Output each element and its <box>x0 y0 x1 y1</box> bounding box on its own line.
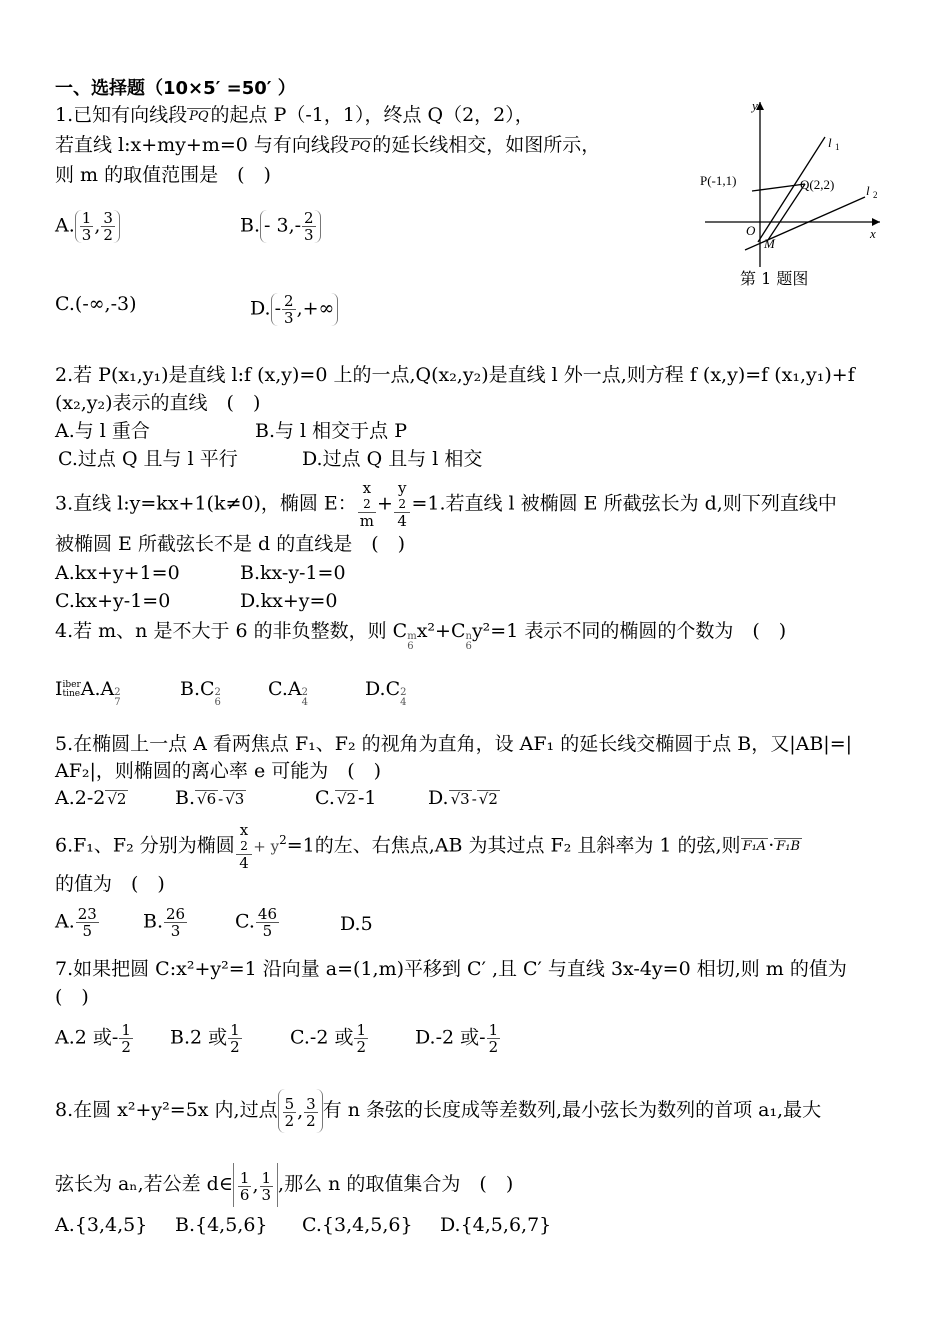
q3-line2: 被椭圆 E 所截弦长不是 d 的直线是 ( ) <box>55 533 406 555</box>
q4-option-d-label: D.C <box>365 678 401 700</box>
q6-option-b-label: B. <box>143 910 164 933</box>
den: 3 <box>304 226 314 244</box>
frac <box>282 293 296 326</box>
section-title: 一、选择题（10×5′ =50′ ） <box>55 78 296 99</box>
q4-option-a[interactable] <box>55 678 121 708</box>
line-l2 <box>745 197 865 250</box>
num: 1 <box>488 1021 499 1039</box>
num <box>236 822 252 855</box>
q1-text-d: 的延长线相交，如图所示， <box>372 134 601 156</box>
q5-option-c[interactable] <box>315 787 377 809</box>
num: 3 <box>306 1094 316 1113</box>
comma: , <box>297 1100 304 1122</box>
s4: 4 <box>400 697 407 708</box>
frac <box>487 1022 501 1055</box>
q4-option-a-label: A.A <box>80 678 115 700</box>
point-paren <box>278 1089 323 1133</box>
den: 2 <box>230 1038 240 1056</box>
q5-option-b[interactable] <box>175 787 246 810</box>
q4-text-a: 4.若 m、n 是不大于 6 的非负整数，则 C <box>55 620 408 642</box>
q6-line1 <box>55 820 802 871</box>
q5-option-d-label: D. <box>428 787 449 809</box>
q7-option-c[interactable] <box>290 1022 369 1055</box>
label-l2-sub: 2 <box>873 190 878 200</box>
num: 1 <box>261 1168 272 1187</box>
label-q: Q(2,2) <box>800 177 835 192</box>
den: m <box>359 512 375 530</box>
sub-2-4b <box>400 688 406 708</box>
frac <box>302 210 316 243</box>
sqrt-6: √ 6 <box>195 790 218 807</box>
sub-2-7 <box>114 688 120 708</box>
q5-option-d[interactable] <box>428 787 500 810</box>
label-o: O <box>746 223 756 238</box>
q5-option-b-label: B. <box>175 787 196 809</box>
q2-option-a[interactable]: A.与 l 重合 <box>55 420 150 442</box>
frac <box>76 906 99 939</box>
q5-line1: 5.在椭圆上一点 A 看两焦点 F₁、F₂ 的视角为直角，设 AF₁ 的延长线交椭圆于点 B，又|AB|=| <box>55 733 853 755</box>
sq: 2 <box>279 833 287 847</box>
sub-6: 6 <box>407 641 414 652</box>
q8-line2 <box>55 1162 513 1207</box>
neg: - <box>274 297 282 320</box>
den: 5 <box>262 922 273 940</box>
frac <box>80 210 94 243</box>
s7: 7 <box>114 697 121 708</box>
q8-text-c: 弦长为 aₙ,若公差 d∈ <box>55 1173 233 1195</box>
q4-option-b-label: B.C <box>180 678 215 700</box>
den: 2 <box>488 1038 499 1056</box>
frac <box>304 1096 318 1129</box>
q3-line1 <box>55 480 837 529</box>
num: 1 <box>356 1021 366 1039</box>
q1-option-b-label: B. <box>240 214 261 237</box>
q5-option-a-label: A.2-2 <box>55 787 106 809</box>
num: 1 <box>121 1021 131 1039</box>
sqrt-2: √ 2 <box>477 790 500 807</box>
sub-6b: 6 <box>465 641 472 652</box>
plus-inf: ,+∞ <box>296 297 335 320</box>
y: y <box>397 479 407 497</box>
den: 6 <box>239 1185 250 1204</box>
s6: 6 <box>214 697 221 708</box>
q1-line3: 则 m 的取值范围是 ( ) <box>55 164 271 186</box>
q1-option-c[interactable]: C.(-∞,-3) <box>55 293 137 315</box>
frac <box>354 1022 368 1055</box>
q4-option-d[interactable] <box>365 678 407 708</box>
q2-line1: 2.若 P(x₁,y₁)是直线 l:f (x,y)=0 上的一点,Q(x₂,y₂)是直线 l 外一点,则方程 f (x,y)=f (x₁,y₁)+f <box>55 364 855 386</box>
q8-line1 <box>55 1088 821 1133</box>
sub-2-6 <box>215 688 221 708</box>
q3-option-a[interactable]: A.kx+y+1=0 <box>55 562 180 584</box>
q4-option-c[interactable] <box>268 678 308 708</box>
q7-option-a[interactable] <box>55 1022 134 1055</box>
num: 2 <box>304 209 314 227</box>
q2-option-b[interactable]: B.与 l 相交于点 P <box>255 420 407 442</box>
s4: 4 <box>301 697 308 708</box>
q6-option-a[interactable] <box>55 906 100 939</box>
q6-option-c[interactable] <box>235 906 280 939</box>
frac-y24 <box>394 480 410 529</box>
den: 3 <box>170 922 181 940</box>
x: x <box>239 820 249 839</box>
num: 1 <box>81 209 92 227</box>
q4-text-c: y²=1 表示不同的椭圆的个数为 ( ) <box>471 620 787 642</box>
num: 46 <box>257 905 277 923</box>
q7-option-b-label: B.2 或 <box>170 1026 228 1049</box>
minus-one: -1 <box>358 787 377 809</box>
q1-option-a-label: A. <box>55 214 75 237</box>
q6-option-b[interactable] <box>143 906 188 939</box>
num <box>394 480 410 513</box>
q5-option-c-label: C. <box>315 787 335 809</box>
den: 4 <box>239 853 249 872</box>
den: 2 <box>306 1111 316 1130</box>
q8-text-a: 8.在圆 x²+y²=5x 内,过点 <box>55 1099 278 1121</box>
q2-option-c[interactable]: C.过点 Q 且与 l 平行 <box>58 448 238 470</box>
lead-small: iber <box>62 680 81 690</box>
q6-line2: 的值为 ( ) <box>55 873 165 895</box>
den: 3 <box>81 226 92 244</box>
q3-option-b[interactable]: B.kx-y-1=0 <box>240 562 346 584</box>
q7-option-d[interactable] <box>415 1022 501 1055</box>
den: 5 <box>82 922 93 940</box>
s2: 2 <box>214 687 221 698</box>
q4-lead: I <box>55 678 63 700</box>
q7-line2: ( ) <box>55 986 89 1008</box>
q6-option-d[interactable]: D.5 <box>340 913 373 935</box>
q8-text-d: ,那么 n 的取值集合为 ( ) <box>278 1173 514 1195</box>
num: 1 <box>239 1168 250 1187</box>
frac <box>256 906 279 939</box>
q8-text-b: 有 n 条弦的长度成等差数列,最小弦长为数列的首项 a₁,最大 <box>322 1099 822 1121</box>
lead-small-2: tine <box>62 689 81 699</box>
sub-n: n <box>465 631 472 642</box>
q8-option-b[interactable]: B.{4,5,6} <box>175 1214 268 1236</box>
sqrt-2: √ 2 <box>105 790 128 807</box>
comma: , <box>252 1174 259 1196</box>
q4-lead-small <box>63 681 81 699</box>
frac <box>101 210 115 243</box>
s2: 2 <box>301 687 308 698</box>
q7-line1: 7.如果把圆 C:x²+y²=1 沿向量 a=(1,m)平移到 C′ ,且 C′ 与直线 3x-4y=0 相切,则 m 的值为 <box>55 958 847 980</box>
interval-d <box>271 293 339 326</box>
den: 3 <box>284 309 294 327</box>
q4-text-b: x²+C <box>416 620 466 642</box>
plus-y: + y <box>253 837 280 856</box>
label-y: y <box>752 98 758 113</box>
den: 2 <box>284 1111 295 1130</box>
sq: 2 <box>363 497 371 511</box>
q1-text-b: 的起点 P（-1，1），终点 Q（2，2）， <box>210 104 534 126</box>
neg3: - 3,- <box>264 214 302 237</box>
minus: - <box>471 790 477 808</box>
q6-text-b: =1的左、右焦点,AB 为其过点 F₂ 且斜率为 1 的弦,则 <box>286 834 741 857</box>
q7-option-c-label: C.-2 或 <box>290 1026 354 1049</box>
q4-option-b[interactable] <box>180 678 221 708</box>
interval-d <box>233 1163 278 1207</box>
q6-text-a: 6.F₁、F₂ 分别为椭圆 <box>55 834 235 857</box>
q6-option-c-label: C. <box>235 910 255 933</box>
num: 3 <box>103 209 113 227</box>
q1-text-a: 1.已知有向线段 <box>55 104 188 126</box>
label-x: x <box>870 226 876 241</box>
x-arrow <box>872 218 880 226</box>
den: 3 <box>261 1185 272 1204</box>
q2-option-d[interactable]: D.过点 Q 且与 l 相交 <box>302 448 483 470</box>
q1-text-c: 若直线 l:x+my+m=0 与有向线段 <box>55 134 349 156</box>
label-p: P(-1,1) <box>700 173 737 188</box>
plus: + <box>377 492 393 515</box>
sqrt-3: √ 3 <box>449 790 472 807</box>
interval-a <box>75 210 120 243</box>
frac-x24 <box>236 822 252 871</box>
den: 2 <box>121 1038 131 1056</box>
q3-option-c[interactable]: C.kx+y-1=0 <box>55 590 171 612</box>
q1-line1 <box>55 104 534 126</box>
q4-line1 <box>55 620 786 652</box>
vector-pq: PQ <box>189 109 209 124</box>
sq: 2 <box>398 497 407 511</box>
q1-option-a[interactable] <box>55 210 120 243</box>
sub-m: m <box>407 631 417 642</box>
den: 2 <box>103 226 113 244</box>
dot: · <box>768 834 775 857</box>
s2: 2 <box>114 687 121 698</box>
q3-text-b: =1.若直线 l 被椭圆 E 所截弦长为 d,则下列直线中 <box>411 492 837 515</box>
num: 1 <box>230 1021 240 1039</box>
label-l1: l <box>828 135 832 150</box>
frac <box>283 1096 297 1129</box>
sqrt-3: √ 3 <box>223 790 246 807</box>
vector-pq-2: PQ <box>350 139 371 154</box>
q5-line2: AF₂|，则椭圆的离心率 e 可能为 ( ) <box>55 760 382 782</box>
sub-2-4 <box>302 688 308 708</box>
q4-option-c-label: C.A <box>268 678 302 700</box>
den: 2 <box>356 1038 366 1056</box>
frac <box>260 1170 274 1203</box>
num <box>358 480 376 513</box>
q5-option-a[interactable] <box>55 787 128 809</box>
q1-figure <box>690 92 890 292</box>
q1-option-b[interactable] <box>240 210 321 243</box>
interval-b <box>260 210 321 243</box>
vector-f1a: F₁A <box>742 839 767 855</box>
s2: 2 <box>400 687 407 698</box>
num: 23 <box>77 905 97 923</box>
q8-option-d[interactable]: D.{4,5,6,7} <box>440 1214 552 1236</box>
frac <box>238 1170 252 1203</box>
label-l2: l <box>866 183 870 198</box>
sq: 2 <box>240 838 248 853</box>
q3-text-a: 3.直线 l:y=kx+1(k≠0)，椭圆 E： <box>55 492 357 515</box>
den: 4 <box>397 512 407 530</box>
frac <box>164 906 187 939</box>
q1-option-d-label: D. <box>250 297 271 320</box>
q1-option-d[interactable] <box>250 293 338 326</box>
frac <box>228 1022 242 1055</box>
q7-option-a-label: A.2 或- <box>55 1026 119 1049</box>
label-m: M <box>764 236 775 251</box>
q6-option-a-label: A. <box>55 910 75 933</box>
q3-option-d[interactable]: D.kx+y=0 <box>240 590 338 612</box>
sub-m-6 <box>407 632 416 652</box>
q7-option-b[interactable] <box>170 1022 243 1055</box>
sqrt-2: √ 2 <box>335 790 358 807</box>
q8-option-a[interactable]: A.{3,4,5} <box>55 1214 148 1236</box>
q8-option-c[interactable]: C.{3,4,5,6} <box>302 1214 413 1236</box>
vector-f1b: F₁B <box>776 839 801 855</box>
q2-line2: (x₂,y₂)表示的直线 ( ) <box>55 392 261 414</box>
num: 5 <box>284 1094 295 1113</box>
q1-line2 <box>55 134 600 156</box>
minus: - <box>218 790 224 808</box>
num: 2 <box>284 292 294 310</box>
q7-option-d-label: D.-2 或- <box>415 1026 486 1049</box>
figure-caption: 第 1 题图 <box>740 269 809 288</box>
num: 26 <box>166 905 186 923</box>
comma: , <box>94 214 101 237</box>
frac-x2m <box>358 480 376 529</box>
label-l1-sub: 1 <box>835 142 840 152</box>
frac <box>119 1022 133 1055</box>
x: x <box>362 479 372 497</box>
